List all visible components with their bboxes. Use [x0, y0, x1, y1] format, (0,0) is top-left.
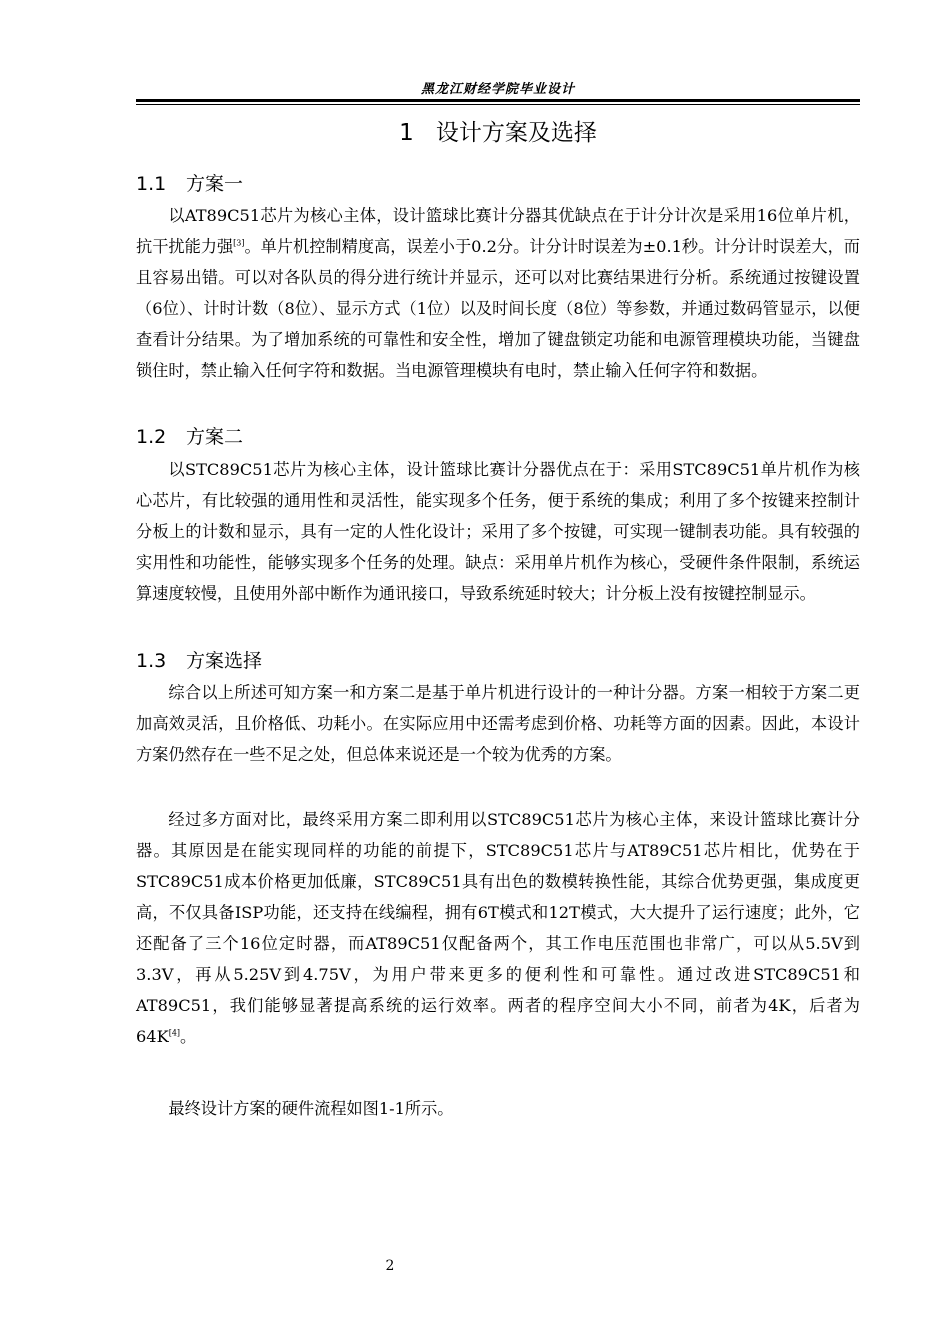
section-number: 1.3	[136, 650, 167, 672]
paragraph-1-3-c	[136, 1093, 860, 1124]
section-number: 1.1	[136, 173, 167, 195]
chapter-title-text: 设计方案及选择	[435, 120, 597, 146]
paragraph-text: 综合以上所述可知方案一和方案二是基于单片机进行设计的一种计分器。方案一相较于方案二更加高效灵活，且价格低、功耗小。在实际应用中还需考虑到价格、功耗等方面的因素。因此，本设计方案仍然存在一些不足之处，但总体来说还是一个较为优秀的方案。	[136, 683, 860, 764]
paragraph-text-tail: 。	[180, 1027, 197, 1046]
chapter-number: 1	[399, 120, 414, 146]
section-title: 方案二	[186, 426, 244, 448]
paragraph-1-2	[136, 454, 860, 609]
paragraph-text-tail: 。单片机控制精度高，误差小于0.2分。计分计时误差为±0.1秒。计分计时误差大，而且容易出错。可以对各队员的得分进行统计并显示，还可以对比赛结果进行分析。系统通过按键设置（6位）、计时计数（8位）、显示方式（1位）以及时间长度（8位）等参数，并通过数码管显示，以便查看计分结果。为了增加系统的可靠性和安全性，增加了键盘锁定功能和电源管理模块功能，当键盘锁住时，禁止输入任何字符和数据。当电源管理模块有电时，禁止输入任何字符和数据。	[136, 237, 860, 380]
section-title: 方案选择	[186, 650, 263, 672]
section-title: 方案一	[186, 173, 244, 195]
citation-ref: [4]	[168, 1028, 181, 1038]
section-heading-1-1	[136, 170, 860, 198]
paragraph-1-3-a	[136, 677, 860, 770]
running-header: 黑龙江财经学院毕业设计	[420, 82, 575, 97]
section-heading-1-2	[136, 423, 860, 451]
paragraph-text: 最终设计方案的硬件流程如图1-1所示。	[168, 1099, 454, 1118]
section-heading-1-3	[136, 647, 860, 675]
paragraph-1-3-b	[136, 804, 860, 1052]
paragraph-text: 以AT89C51芯片为核心主体，设计篮球比赛计分器其优缺点在于计分计次是采用16位单片机，抗干扰能力强	[136, 206, 860, 256]
paragraph-1-1	[136, 200, 860, 386]
page-number: 2	[385, 1258, 395, 1274]
citation-ref: [3]	[233, 238, 245, 248]
header-rule-thin	[136, 104, 860, 105]
header-rule-thick	[136, 99, 860, 102]
paragraph-text: 以STC89C51芯片为核心主体，设计篮球比赛计分器优点在于：采用STC89C51单片机作为核心芯片，有比较强的通用性和灵活性，能实现多个任务，便于系统的集成；利用了多个按键来控制计分板上的计数和显示，具有一定的人性化设计；采用了多个按键，可实现一键制表功能。具有较强的实用性和功能性，能够实现多个任务的处理。缺点：采用单片机作为核心，受硬件条件限制，系统运算速度较慢，且使用外部中断作为通讯接口，导致系统延时较大；计分板上没有按键控制显示。	[136, 460, 860, 603]
section-number: 1.2	[136, 426, 167, 448]
chapter-title	[136, 114, 860, 148]
paragraph-text: 经过多方面对比，最终采用方案二即利用以STC89C51芯片为核心主体，来设计篮球比赛计分器。其原因是在能实现同样的功能的前提下，STC89C51芯片与AT89C51芯片相比，优势在于STC89C51成本价格更加低廉，STC89C51具有出色的数模转换性能，其综合优势更强，集成度更高，不仅具备ISP功能，还支持在线编程，拥有6T模式和12T模式，大大提升了运行速度；此外，它还配备了三个16位定时器，而AT89C51仅配备两个，其工作电压范围也非常广，可以从5.5V到3.3V，再从5.25V到4.75V，为用户带来更多的便利性和可靠性。通过改进STC89C51和AT89C51，我们能够显著提高系统的运行效率。两者的程序空间大小不同，前者为4K，后者为64K	[136, 810, 860, 1046]
